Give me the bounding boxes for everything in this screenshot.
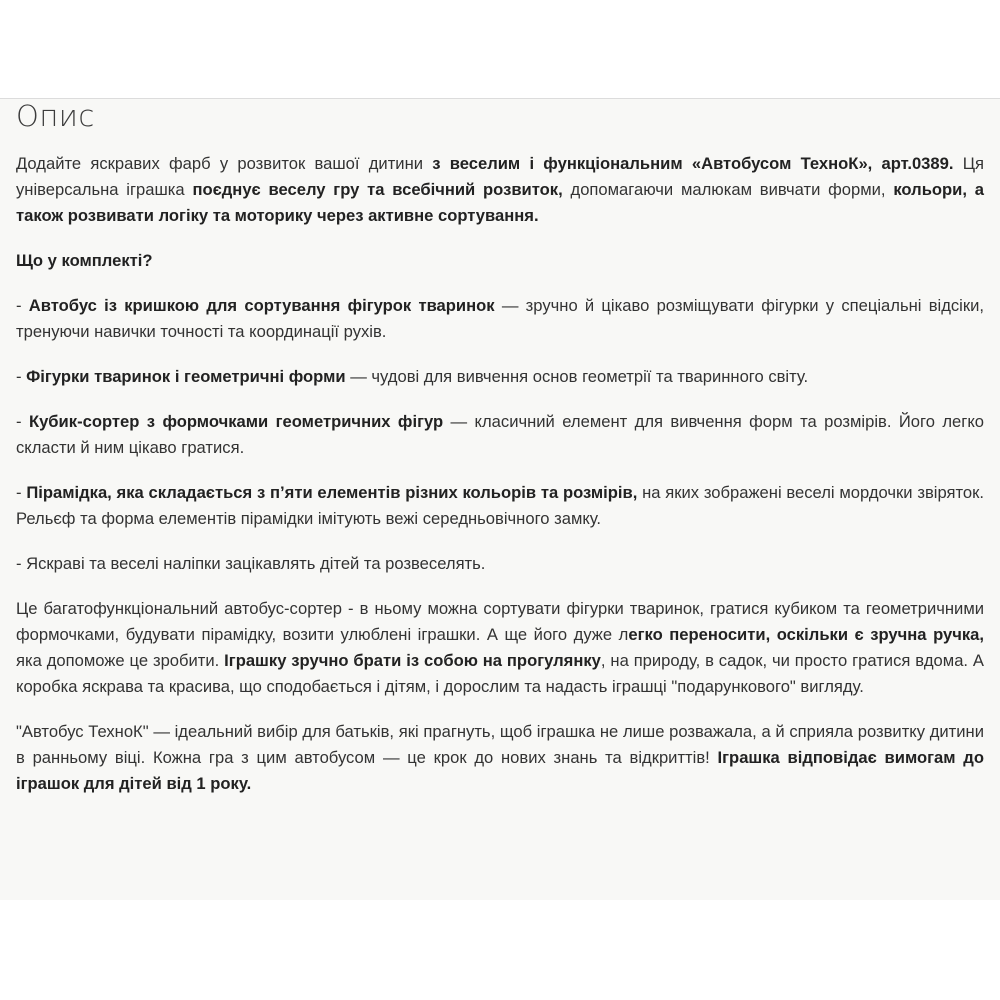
intro-bold-3: кольори, а також розвивати логіку та моторику через активне сортування. bbox=[16, 180, 985, 225]
multi-text-3: , на природу, в садок, чи просто гратися вдома. А коробка яскрава та красива, що сподобається і дітям, і дорослим та надасть іграшці "подарункового" вигляду. bbox=[16, 651, 984, 696]
kit-item-bus-title: Автобус із кришкою для сортування фігурок тваринок bbox=[28, 296, 495, 315]
kit-heading-text: Що у комплекті? bbox=[16, 251, 153, 270]
intro-text-1: Додайте яскравих фарб у розвиток вашої дитини bbox=[16, 154, 433, 173]
kit-item-stickers-text: - Яскраві та веселі наліпки зацікавлять дітей та розвеселять. bbox=[16, 554, 486, 573]
multifunction-paragraph bbox=[16, 596, 984, 700]
intro-text-3: допомагаючи малюкам вивчати форми, bbox=[562, 180, 894, 199]
intro-bold-1: з веселим і функціональним «Автобусом ТехноК», арт.0389. bbox=[432, 154, 954, 173]
kit-item-figures bbox=[16, 364, 984, 390]
multi-text-2: яка допоможе це зробити. bbox=[16, 651, 225, 670]
final-bold-1: Іграшка відповідає вимогам до іграшок для дітей від 1 року. bbox=[16, 748, 984, 793]
final-paragraph bbox=[16, 719, 984, 797]
kit-item-figures-desc: — чудові для вивчення основ геометрії та тваринного світу. bbox=[345, 367, 809, 386]
multi-bold-2: Іграшку зручно брати із собою на прогулянку bbox=[224, 651, 601, 670]
multi-bold-1: егко переносити, оскільки є зручна ручка, bbox=[628, 625, 984, 644]
section-title: Опис bbox=[16, 99, 95, 133]
kit-heading bbox=[16, 248, 984, 274]
kit-item-pyramid bbox=[16, 480, 984, 532]
kit-item-pyramid-title: Пірамідка, яка складається з п’яти елементів різних кольорів та розмірів, bbox=[26, 483, 638, 502]
kit-item-stickers bbox=[16, 551, 984, 577]
page-bottom-blank bbox=[0, 900, 1000, 1000]
kit-item-dash: - bbox=[16, 483, 27, 502]
kit-item-cube-title: Кубик-сортер з формочками геометричних фігур bbox=[28, 412, 444, 431]
kit-item-cube-desc: — класичний елемент для вивчення форм та розмірів. Його легко скласти й ним цікаво гратися. bbox=[16, 412, 984, 457]
intro-paragraph bbox=[16, 151, 984, 229]
description-content bbox=[16, 151, 984, 816]
intro-text-2: Ця універсальна іграшка bbox=[16, 154, 984, 199]
kit-item-dash: - bbox=[16, 296, 29, 315]
kit-item-bus bbox=[16, 293, 984, 345]
kit-item-dash: - bbox=[16, 412, 29, 431]
description-panel bbox=[0, 98, 1000, 900]
final-text-1: "Автобус ТехноК" — ідеальний вибір для батьків, які прагнуть, щоб іграшка не лише розважала, а й сприяла розвитку дитини в ранньому віці. Кожна гра з цим автобусом — це крок до нових знань та відкриттів! bbox=[16, 722, 984, 767]
kit-item-cube bbox=[16, 409, 984, 461]
multi-text-1: Це багатофункціональний автобус-сортер - в ньому можна сортувати фігурки тваринок, гратися кубиком та геометричними формочками, будувати пірамідку, возити улюблені іграшки. А ще його дуже л bbox=[16, 599, 984, 644]
intro-bold-2: поєднує веселу гру та всебічний розвиток, bbox=[192, 180, 563, 199]
kit-item-dash: - bbox=[16, 367, 27, 386]
kit-item-figures-title: Фігурки тваринок і геометричні форми bbox=[26, 367, 346, 386]
kit-item-pyramid-desc: на яких зображені веселі мордочки звіряток. Рельєф та форма елементів пірамідки імітують вежі середньовічного замку. bbox=[16, 483, 985, 528]
kit-item-bus-desc: — зручно й цікаво розміщувати фігурки у спеціальні відсіки, тренуючи навички точності та координації рухів. bbox=[16, 296, 985, 341]
